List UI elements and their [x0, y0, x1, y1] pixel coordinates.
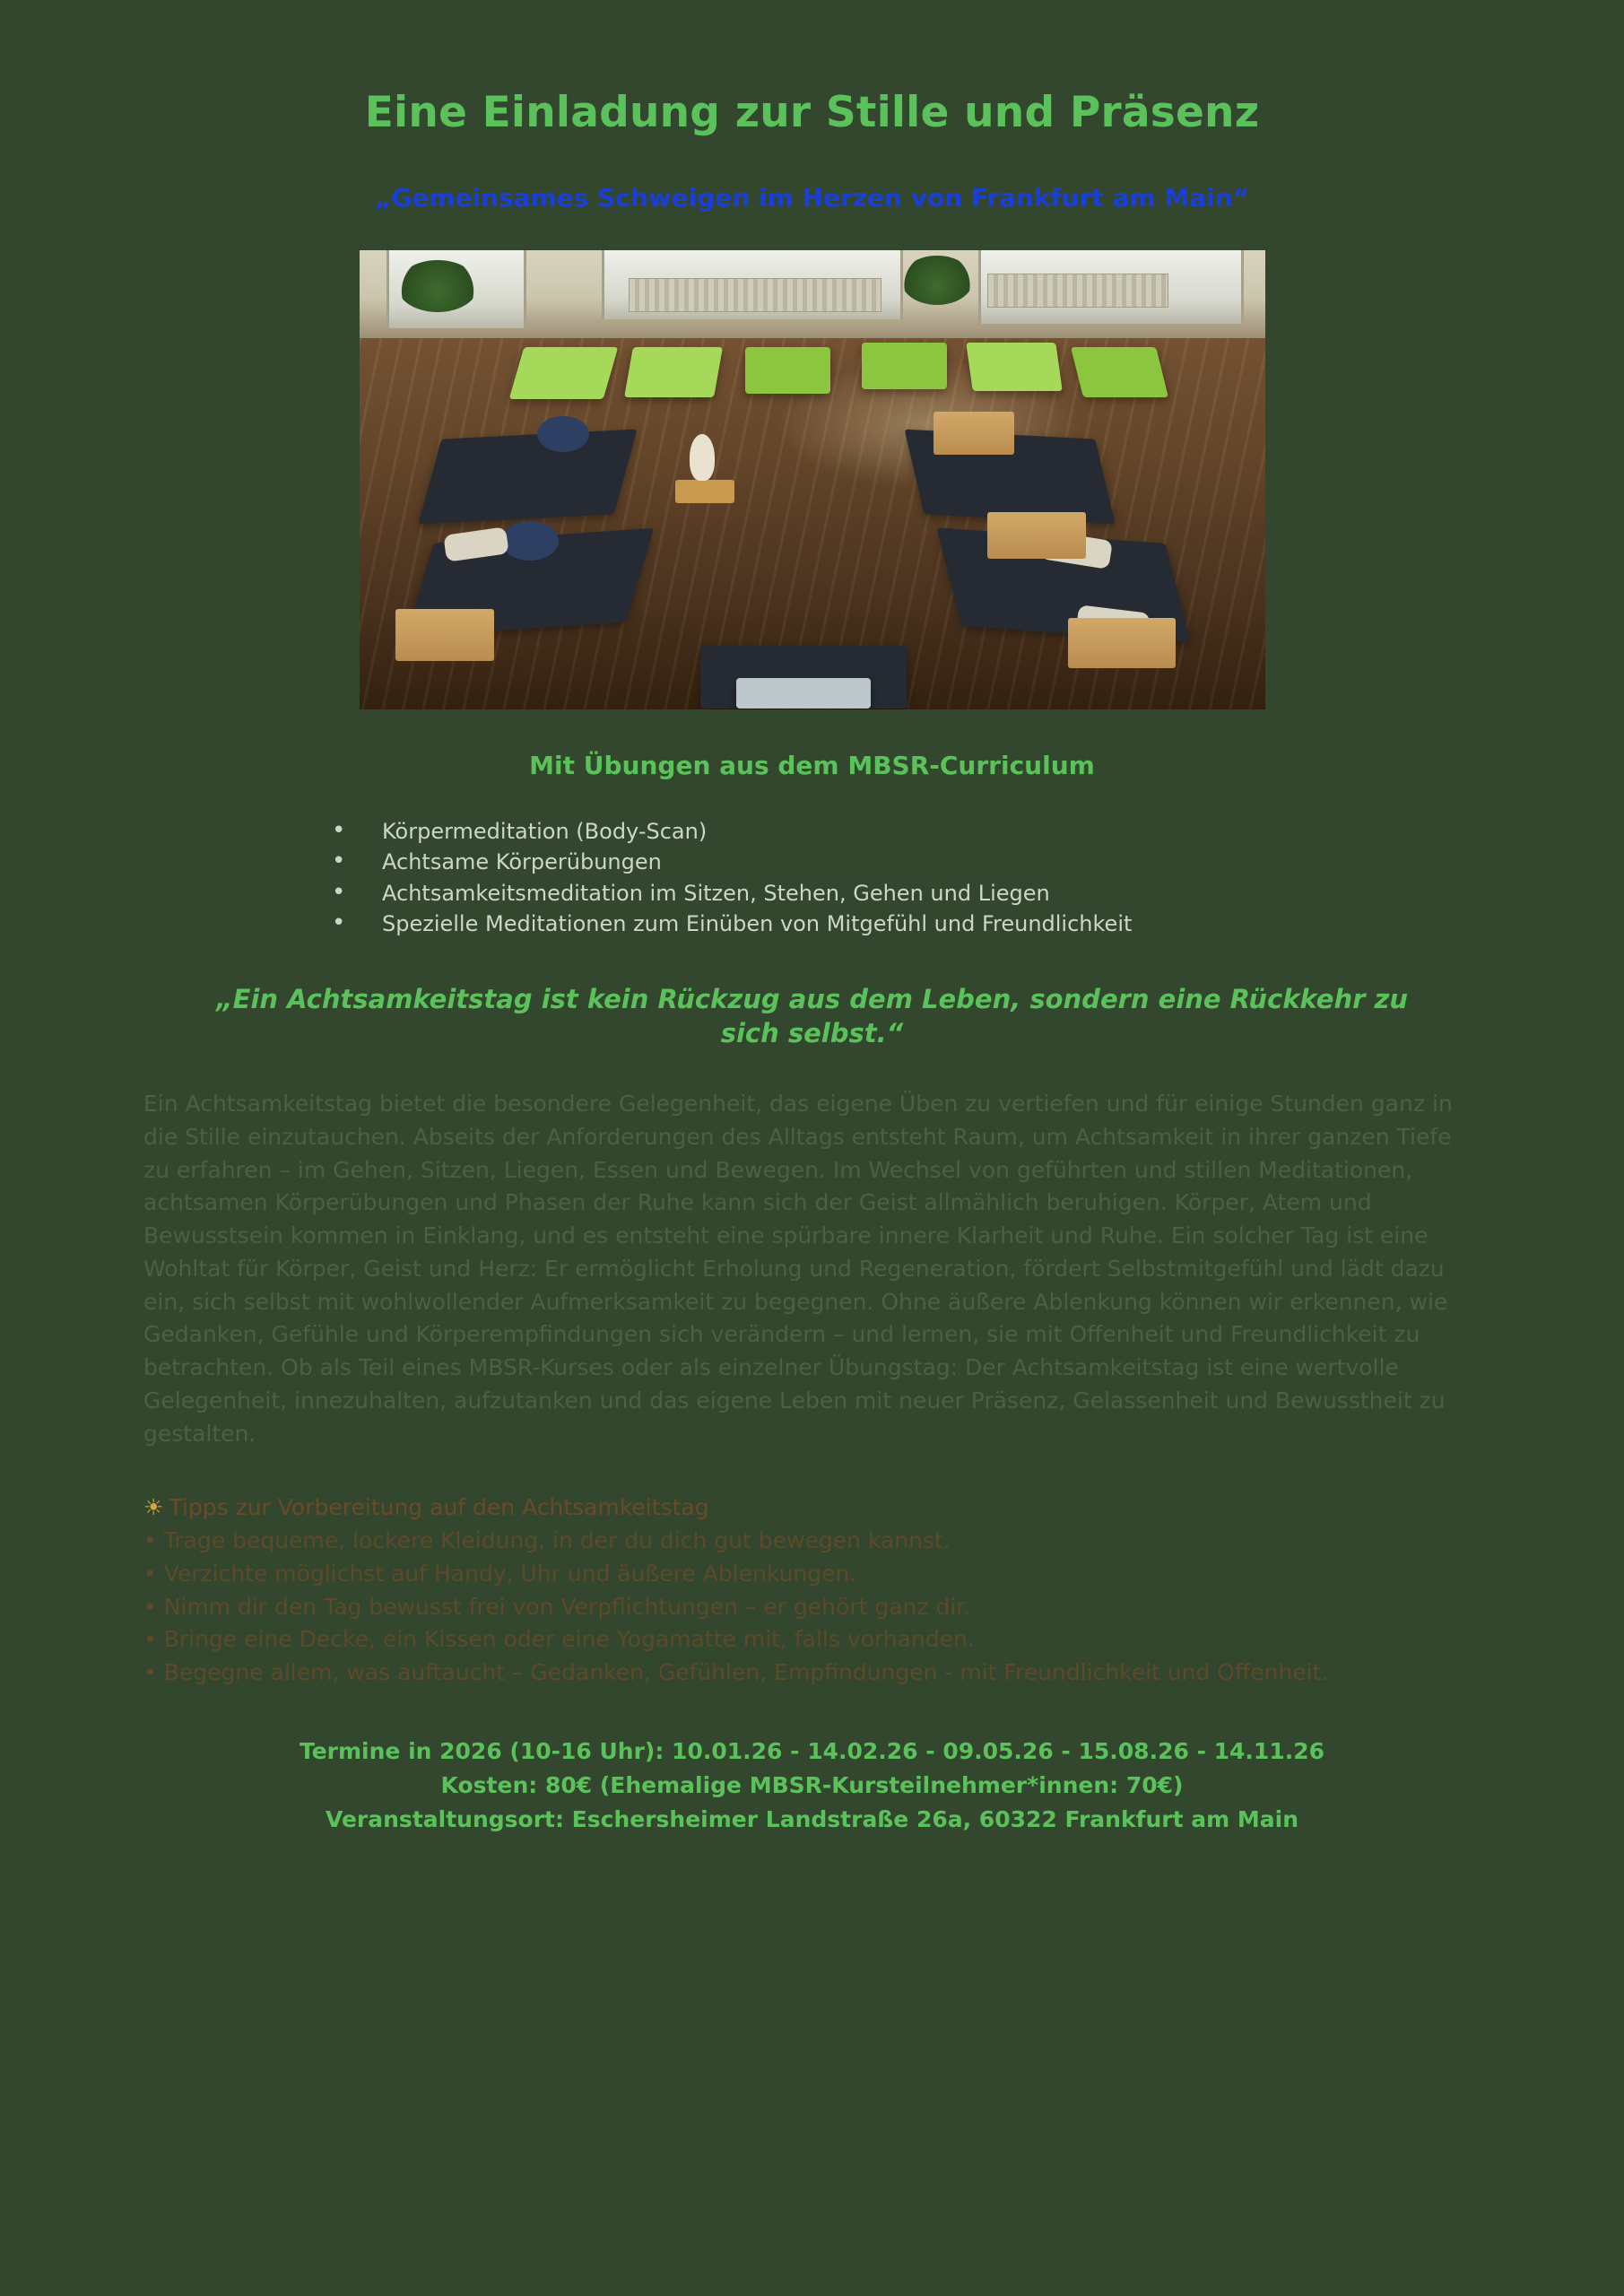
photo-mat-green-3	[745, 347, 830, 394]
tips-heading: Tipps zur Vorbereitung auf den Achtsamkeitstag	[169, 1494, 709, 1521]
section-heading: Mit Übungen aus dem MBSR-Curriculum	[529, 751, 1095, 781]
photo-mat-front-light	[736, 678, 871, 709]
tips-section	[143, 1492, 1481, 1690]
tip-line: • Bringe eine Decke, ein Kissen oder eine Yogamatte mit, falls vorhanden.	[143, 1626, 975, 1653]
body-paragraph: Ein Achtsamkeitstag bietet die besondere Gelegenheit, das eigene Üben zu vertiefen und für einige Stunden ganz in die Stille einzutauchen. Abseits der Anforderungen des Alltags entsteht Raum, um Achtsamkeit in ihrer ganzen Tiefe zu erfahren – im Gehen, Sitzen, Liegen, Essen und Bewegen. Im Wechsel von geführten und stillen Meditationen, achtsamen Körperübungen und Phasen der Ruhe kann sich der Geist allmählich beruhigen. Körper, Atem und Bewusstsein kommen in Einklang, und es entsteht eine spürbare innere Klarheit und Ruhe. Ein solcher Tag ist eine Wohltat für Körper, Geist und Herz: Er ermöglicht Erholung und Regeneration, fördert Selbstmitgefühl und lädt dazu ein, sich selbst mit wohlwollender Aufmerksamkeit zu begegnen. Ohne äußere Ablenkung können wir erkennen, wie Gedanken, Gefühle und Körperempfindungen sich verändern – und lernen, sie mit Offenheit und Freundlichkeit zu betrachten. Ob als Teil eines MBSR-Kurses oder als einzelner Übungstag: Der Achtsamkeitstag ist eine wertvolle Gelegenheit, innezuhalten, aufzutanken und das eigene Leben mit neuer Präsenz, Gelassenheit und Bewusstheit zu gestalten.	[143, 1091, 1453, 1447]
footer-location: Veranstaltungsort: Eschersheimer Landstraße 26a, 60322 Frankfurt am Main	[326, 1805, 1298, 1832]
photo-plant-left	[397, 260, 478, 312]
footer-price: Kosten: 80€ (Ehemalige MBSR-Kursteilnehmer*innen: 70€)	[440, 1771, 1184, 1798]
photo-mat-green-6	[1071, 347, 1168, 397]
photo-plant-right	[901, 256, 973, 305]
photo-box-2	[934, 412, 1014, 455]
tips-heading-row	[143, 1492, 1481, 1525]
photo-mat-green-5	[966, 343, 1063, 391]
list-item: • Spezielle Meditationen zum Einüben von Mitgefühl und Freundlichkeit	[332, 909, 1481, 939]
photo-canvas	[360, 250, 1265, 709]
tip-line: • Trage bequeme, lockere Kleidung, in der du dich gut bewegen kannst.	[143, 1527, 951, 1554]
pull-quote: „Ein Achtsamkeitstag ist kein Rückzug aus dem Leben, sondern eine Rückkehr zu sich selbst.“	[215, 983, 1409, 1048]
footer-dates: Termine in 2026 (10-16 Uhr): 10.01.26 - 14.02.26 - 09.05.26 - 15.08.26 - 14.11.26	[299, 1737, 1325, 1764]
page-title: Eine Einladung zur Stille und Präsenz	[364, 88, 1260, 137]
curriculum-list	[143, 816, 1481, 938]
photo-mat-green-1	[508, 347, 618, 399]
list-item: • Achtsamkeitsmeditation im Sitzen, Stehen, Gehen und Liegen	[332, 878, 1481, 909]
page-subtitle: „Gemeinsames Schweigen im Herzen von Frankfurt am Main“	[374, 183, 1250, 213]
photo-box-4	[1068, 618, 1176, 668]
photo-altar	[675, 480, 734, 503]
photo-cushion-1	[537, 416, 589, 452]
tip-line: • Nimm dir den Tag bewusst frei von Verpflichtungen – er gehört ganz dir.	[143, 1593, 971, 1620]
list-item: • Körpermeditation (Body-Scan)	[332, 816, 1481, 847]
tip-line: • Verzichte möglichst auf Handy, Uhr und äußere Ablenkungen.	[143, 1560, 857, 1587]
photo-radiator-right	[987, 274, 1168, 308]
photo-box-3	[987, 512, 1086, 559]
footer-details	[143, 1735, 1481, 1837]
photo-buddha-figure	[690, 434, 715, 481]
photo-mat-dark-1	[418, 430, 637, 525]
list-item: • Achtsame Körperübungen	[332, 847, 1481, 877]
tip-line: • Begegne allem, was auftaucht – Gedanken, Gefühlen, Empfindungen - mit Freundlichkeit und Offenheit.	[143, 1659, 1329, 1686]
meditation-hall-photo	[360, 250, 1265, 709]
sun-icon: ☀	[143, 1494, 164, 1521]
photo-mat-green-4	[862, 343, 947, 389]
photo-cushion-2	[501, 521, 559, 561]
photo-radiator-center	[629, 278, 881, 312]
photo-mat-green-2	[624, 347, 723, 397]
photo-box-1	[395, 609, 494, 661]
